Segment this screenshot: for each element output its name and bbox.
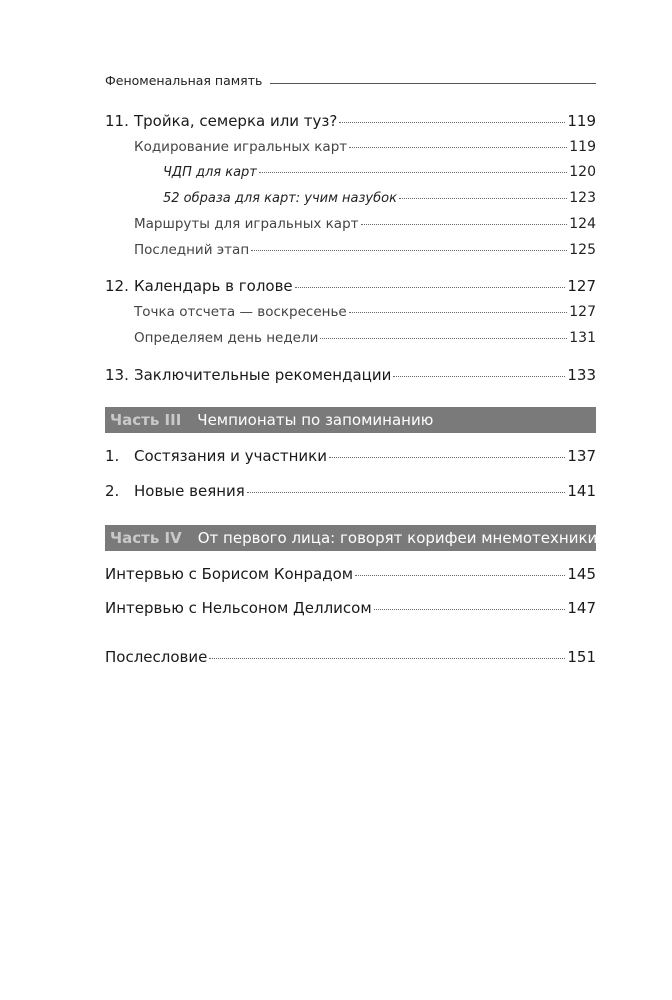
entry-title: Интервью с Борисом Конрадом (105, 565, 354, 583)
chapter-title: Заключительные рекомендации (134, 366, 392, 384)
part-heading-3[interactable] (105, 407, 596, 433)
page-number: 131 (569, 330, 596, 346)
chapter-number: 11. (105, 112, 129, 130)
leader-dots (349, 312, 568, 313)
page-number: 147 (567, 599, 596, 617)
page-number: 120 (569, 164, 596, 180)
leader-dots (247, 492, 566, 493)
page-number: 133 (567, 366, 596, 384)
chapter-title: Новые веяния (134, 482, 245, 500)
leader-dots (329, 457, 565, 458)
toc-entry-interview-dellis[interactable] (105, 599, 596, 617)
chapter-title: Состязания и участники (134, 447, 327, 465)
subsection-title: ЧДП для карт (163, 165, 257, 180)
part-heading-4[interactable] (105, 525, 596, 551)
chapter-number: 12. (105, 277, 129, 295)
toc-entry-chapter-13[interactable] (105, 366, 596, 384)
part-title: От первого лица: говорят корифеи мнемотехники (197, 529, 598, 547)
toc-entry-interview-konrad[interactable] (105, 565, 596, 583)
page-number: 125 (569, 242, 596, 258)
page-number: 145 (567, 565, 596, 583)
toc-entry-section[interactable] (134, 216, 596, 232)
page-number: 137 (567, 447, 596, 465)
toc-entry-afterword[interactable] (105, 648, 596, 666)
leader-dots (355, 575, 565, 576)
toc-entry-section[interactable] (134, 242, 596, 258)
section-title: Определяем день недели (134, 330, 319, 346)
chapter-number: 13. (105, 366, 129, 384)
toc-entry-chapter-12[interactable] (105, 277, 596, 295)
leader-dots (361, 224, 568, 225)
page-number: 141 (567, 482, 596, 500)
subsection-title: 52 образа для карт: учим назубок (163, 191, 397, 206)
page-number: 127 (569, 304, 596, 320)
running-header (105, 72, 596, 88)
toc-entry-subsection[interactable] (163, 190, 596, 206)
page-number: 124 (569, 216, 596, 232)
leader-dots (374, 609, 566, 610)
leader-dots (393, 376, 565, 377)
book-title: Феноменальная память (105, 73, 263, 88)
chapter-title: Календарь в голове (134, 277, 293, 295)
section-title: Точка отсчета — воскресенье (134, 304, 347, 320)
part-title: Чемпионаты по запоминанию (197, 411, 434, 429)
toc-entry-section[interactable] (134, 139, 596, 155)
leader-dots (399, 198, 567, 199)
leader-dots (339, 122, 565, 123)
page-number: 119 (569, 139, 596, 155)
page-number: 151 (567, 648, 596, 666)
leader-dots (259, 172, 567, 173)
chapter-number: 1. (105, 447, 120, 465)
toc-entry-chapter-2[interactable] (105, 482, 596, 500)
section-title: Последний этап (134, 242, 250, 258)
chapter-title: Тройка, семерка или туз? (134, 112, 338, 130)
section-title: Маршруты для игральных карт (134, 216, 359, 232)
chapter-number: 2. (105, 482, 120, 500)
entry-title: Интервью с Нельсоном Деллисом (105, 599, 372, 617)
part-number: Часть III (110, 411, 182, 429)
toc-entry-chapter-11[interactable] (105, 112, 596, 130)
page-number: 127 (567, 277, 596, 295)
leader-dots (295, 287, 566, 288)
leader-dots (320, 338, 567, 339)
entry-title: Послесловие (105, 648, 208, 666)
leader-dots (209, 658, 565, 659)
toc-entry-subsection[interactable] (163, 164, 596, 180)
part-number: Часть IV (110, 529, 182, 547)
toc-entry-section[interactable] (134, 304, 596, 320)
page-number: 123 (569, 190, 596, 206)
section-title: Кодирование игральных карт (134, 139, 348, 155)
leader-dots (251, 250, 567, 251)
header-rule (270, 83, 596, 84)
page-number: 119 (567, 112, 596, 130)
toc-entry-section[interactable] (134, 330, 596, 346)
leader-dots (349, 147, 567, 148)
toc-entry-chapter-1[interactable] (105, 447, 596, 465)
